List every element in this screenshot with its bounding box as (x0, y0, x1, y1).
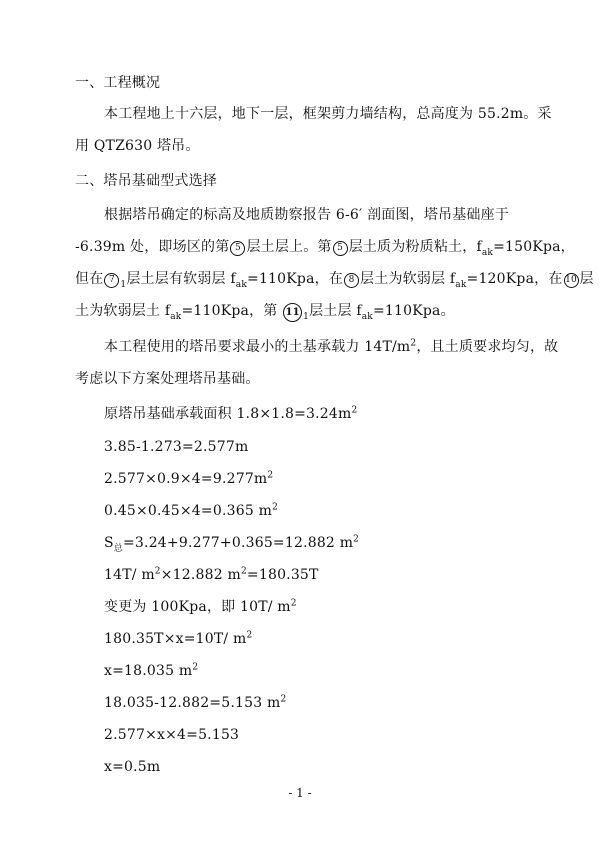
calc-line-8: 180.35T×x=10T/ $m^2$ (104, 630, 253, 647)
circled-number-5: 5 (230, 241, 245, 256)
section-heading-1: 一、工程概况 (75, 75, 161, 91)
calc-line-12: x=0.5m (104, 759, 161, 775)
calc-line-10: 18.035-12.882=5.153 $m^2$ (104, 694, 287, 711)
foundation-para-line-3: 但在 7 $_1$层土层有软弱层 $f_{ak}=110Kpa$，在 8 层土为软弱层 $f_{ak}=120Kpa$，在 10 层 (75, 271, 594, 290)
overview-line-2: 用 QTZ630 塔吊。 (75, 138, 200, 154)
calc-line-2: 3.85-1.273=2.577m (104, 439, 249, 455)
calc-line-3: $2.577\times 0.9\times 4=9.277m^2$ (104, 470, 274, 487)
requirement-line-2: 考虑以下方案处理塔吊基础。 (75, 371, 260, 387)
foundation-para-line-1: 根据塔吊确定的标高及地质勘察报告 6-6′ 剖面图，塔吊基础座于 (104, 207, 510, 223)
circled-number-8: 8 (344, 273, 359, 288)
calc-line-9: x=18.035 $m^2$ (104, 662, 199, 679)
requirement-line-1: 本工程使用的塔吊要求最小的土基承载力 $14T/m^2$，且土质要求均匀，故 (104, 338, 559, 355)
calc-line-11: 2.577×x×4=5.153 (104, 727, 240, 743)
page-number: - 1 - (288, 786, 312, 800)
foundation-para-line-4: 土为软弱层土 $f_{ak}=110Kpa$，第 11 $_1$层土层 $f_{ak}=110Kpa$。 (75, 303, 455, 322)
calc-line-6: 14T/ $m^2\times 12.882$ $m^2=180.35T$ (104, 566, 319, 583)
section-heading-2: 二、塔吊基础型式选择 (75, 173, 217, 189)
circled-number-5b: 5 (333, 241, 348, 256)
calc-line-5: $S_总=3.24+9.277+0.365=12.882$ $m^2$ (104, 534, 360, 554)
circled-number-10: 10 (564, 273, 579, 288)
circled-number-7: 7 (104, 273, 119, 288)
calc-line-7: 变更为 100Kpa，即 10T/ $m^2$ (104, 598, 297, 615)
circled-number-11: 11 (283, 303, 302, 322)
foundation-para-line-2: -6.39m 处，即场区的第 5 层土层上。第 5 层土质为粉质粘土，$f_{ak}=150Kpa$， (75, 239, 575, 258)
overview-line-1: 本工程地上十六层，地下一层，框架剪力墙结构，总高度为 55.2m。采 (104, 106, 552, 122)
calc-line-4: 0.45×0.45×4=0.365 $m^2$ (104, 502, 278, 519)
calc-line-1: 原塔吊基础承载面积 $1.8\times 1.8=3.24m^2$ (104, 405, 358, 422)
